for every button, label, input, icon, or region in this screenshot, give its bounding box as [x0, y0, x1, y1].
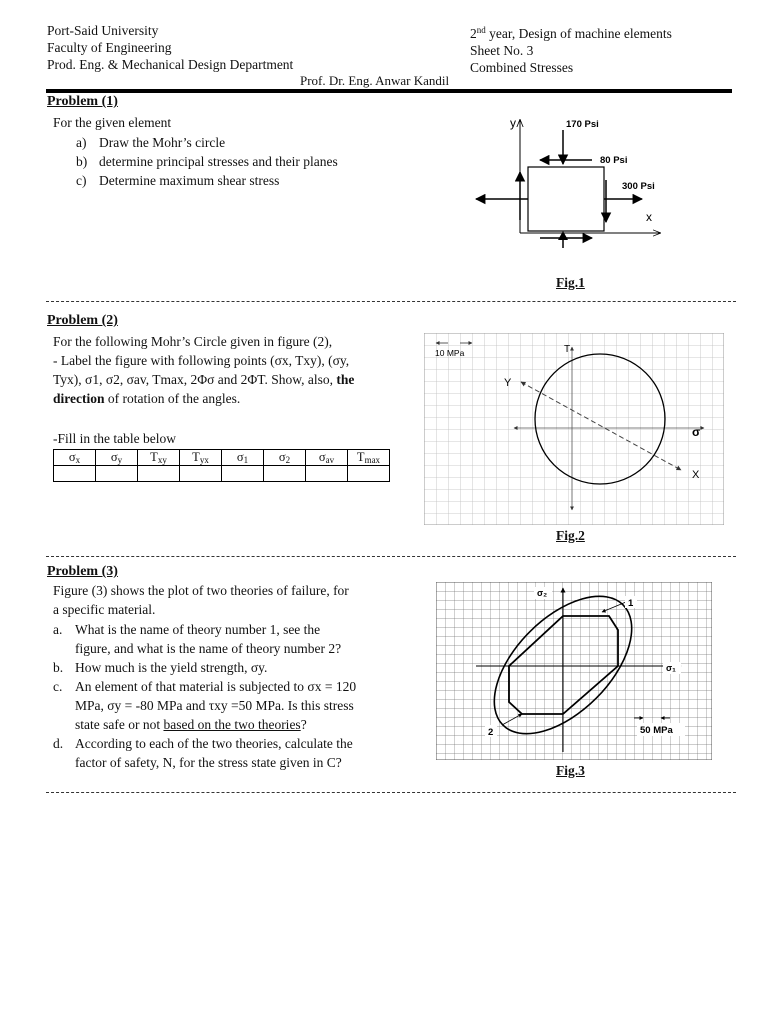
problem2-title: Problem (2) [47, 313, 118, 328]
list-item: a. What is the name of theory number 1, see the figure, and what is the name of theory number 2? [53, 622, 342, 656]
table-answer-cell[interactable] [180, 466, 222, 482]
header-left [47, 22, 293, 73]
figure1-caption: Fig.1 [556, 275, 585, 290]
section-divider [46, 556, 736, 557]
table-header-cell: $\sigma_2$ [264, 450, 306, 466]
table-answer-cell[interactable] [96, 466, 138, 482]
sheet-topic: Combined Stresses [470, 60, 574, 75]
problem1-title: Problem (1) [47, 94, 118, 109]
figure2-caption: Fig.2 [556, 528, 585, 543]
table-header-cell: $T_{yx}$ [180, 450, 222, 466]
list-item: b) determine principal stresses and their planes [76, 154, 338, 169]
table-header-cell: $\sigma_1$ [222, 450, 264, 466]
department-name: Prod. Eng. & Mechanical Design Department [47, 57, 294, 72]
problem2-line: Tyx), σ1, σ2, σav, Tmax, 2Φσ and 2ΦT. Show, also, the [53, 372, 355, 387]
table-answer-cell[interactable] [138, 466, 180, 482]
label-300-psi: 300 Psi [622, 181, 655, 192]
scale-label: 10 MPa [435, 348, 465, 358]
table-intro: -Fill in the table below [53, 431, 176, 446]
table-answer-cell[interactable] [54, 466, 96, 482]
figure1-stress-element [470, 110, 670, 255]
table-answer-cell[interactable] [306, 466, 348, 482]
sheet-number: Sheet No. 3 [470, 43, 534, 58]
label-80-psi: 80 Psi [600, 155, 628, 166]
problem3-list [53, 620, 403, 772]
problem2-line: For the following Mohr’s Circle given in figure (2), [53, 334, 333, 349]
year-suffix: nd [476, 25, 486, 35]
figure3-failure-theories [436, 582, 712, 760]
tau-axis-label: T [564, 344, 571, 355]
faculty-name: Faculty of Engineering [47, 40, 172, 55]
grid-background [424, 333, 724, 525]
problem3-intro: Figure (3) shows the plot of two theories of failure, for a specific material. [53, 583, 349, 617]
table-answer-cell[interactable] [264, 466, 306, 482]
problem1-intro: For the given element [53, 115, 172, 130]
table-header-cell: $T_{max}$ [348, 450, 390, 466]
table-answer-cell[interactable] [348, 466, 390, 482]
university-name: Port-Said University [47, 23, 159, 38]
problem2-text [53, 332, 403, 408]
table-answer-row [54, 466, 390, 482]
theory-1-label: 1 [628, 598, 634, 609]
table-header-cell: $\sigma_{av}$ [306, 450, 348, 466]
point-x-label: X [692, 469, 700, 481]
problem3-title: Problem (3) [47, 564, 118, 579]
sigma1-axis-label: σ₁ [666, 663, 676, 673]
year-number: 2 [470, 26, 477, 41]
figure2-mohr-circle [424, 333, 724, 525]
table-header-cell: $\sigma_y$ [96, 450, 138, 466]
figure3-caption: Fig.3 [556, 763, 585, 778]
section-divider [46, 792, 736, 793]
header-rule [46, 89, 732, 93]
axis-x-label: x [646, 210, 652, 224]
list-item: d. According to each of the two theories, calculate the factor of safety, N, for the stress state given in C? [53, 736, 353, 770]
list-item: c. An element of that material is subjected to σx = 120 MPa, σy = -80 MPa and τxy =50 MPa. Is this stress state safe or not based on the two theories? [53, 679, 357, 732]
table-header-row [54, 450, 390, 466]
professor-name: Prof. Dr. Eng. Anwar Kandil [300, 73, 450, 88]
table-answer-cell[interactable] [222, 466, 264, 482]
scale-label: 50 MPa [640, 725, 673, 736]
list-item: b. How much is the yield strength, σy. [53, 660, 268, 675]
problem1-list [76, 133, 338, 190]
problem2-line: - Label the figure with following points (σx, Txy), (σy, [53, 353, 350, 368]
list-item: c) Determine maximum shear stress [76, 173, 280, 188]
axis-y-label: y [510, 116, 516, 130]
sigma2-axis-label: σ₂ [537, 588, 548, 598]
table-header-cell: $T_{xy}$ [138, 450, 180, 466]
problem2-line: direction of rotation of the angles. [53, 391, 241, 406]
course-year [470, 22, 672, 42]
label-170-psi: 170 Psi [566, 119, 599, 130]
theory-2-label: 2 [488, 727, 494, 738]
answer-table [53, 449, 390, 482]
sigma-axis-label: σ [692, 425, 701, 439]
table-header-cell: $\sigma_x$ [54, 450, 96, 466]
list-item: a) Draw the Mohr’s circle [76, 135, 226, 150]
header-right [470, 22, 672, 76]
stress-element-square [528, 167, 604, 231]
course-name: year, Design of machine elements [485, 26, 672, 41]
section-divider [46, 301, 736, 302]
point-y-label: Y [504, 377, 512, 389]
